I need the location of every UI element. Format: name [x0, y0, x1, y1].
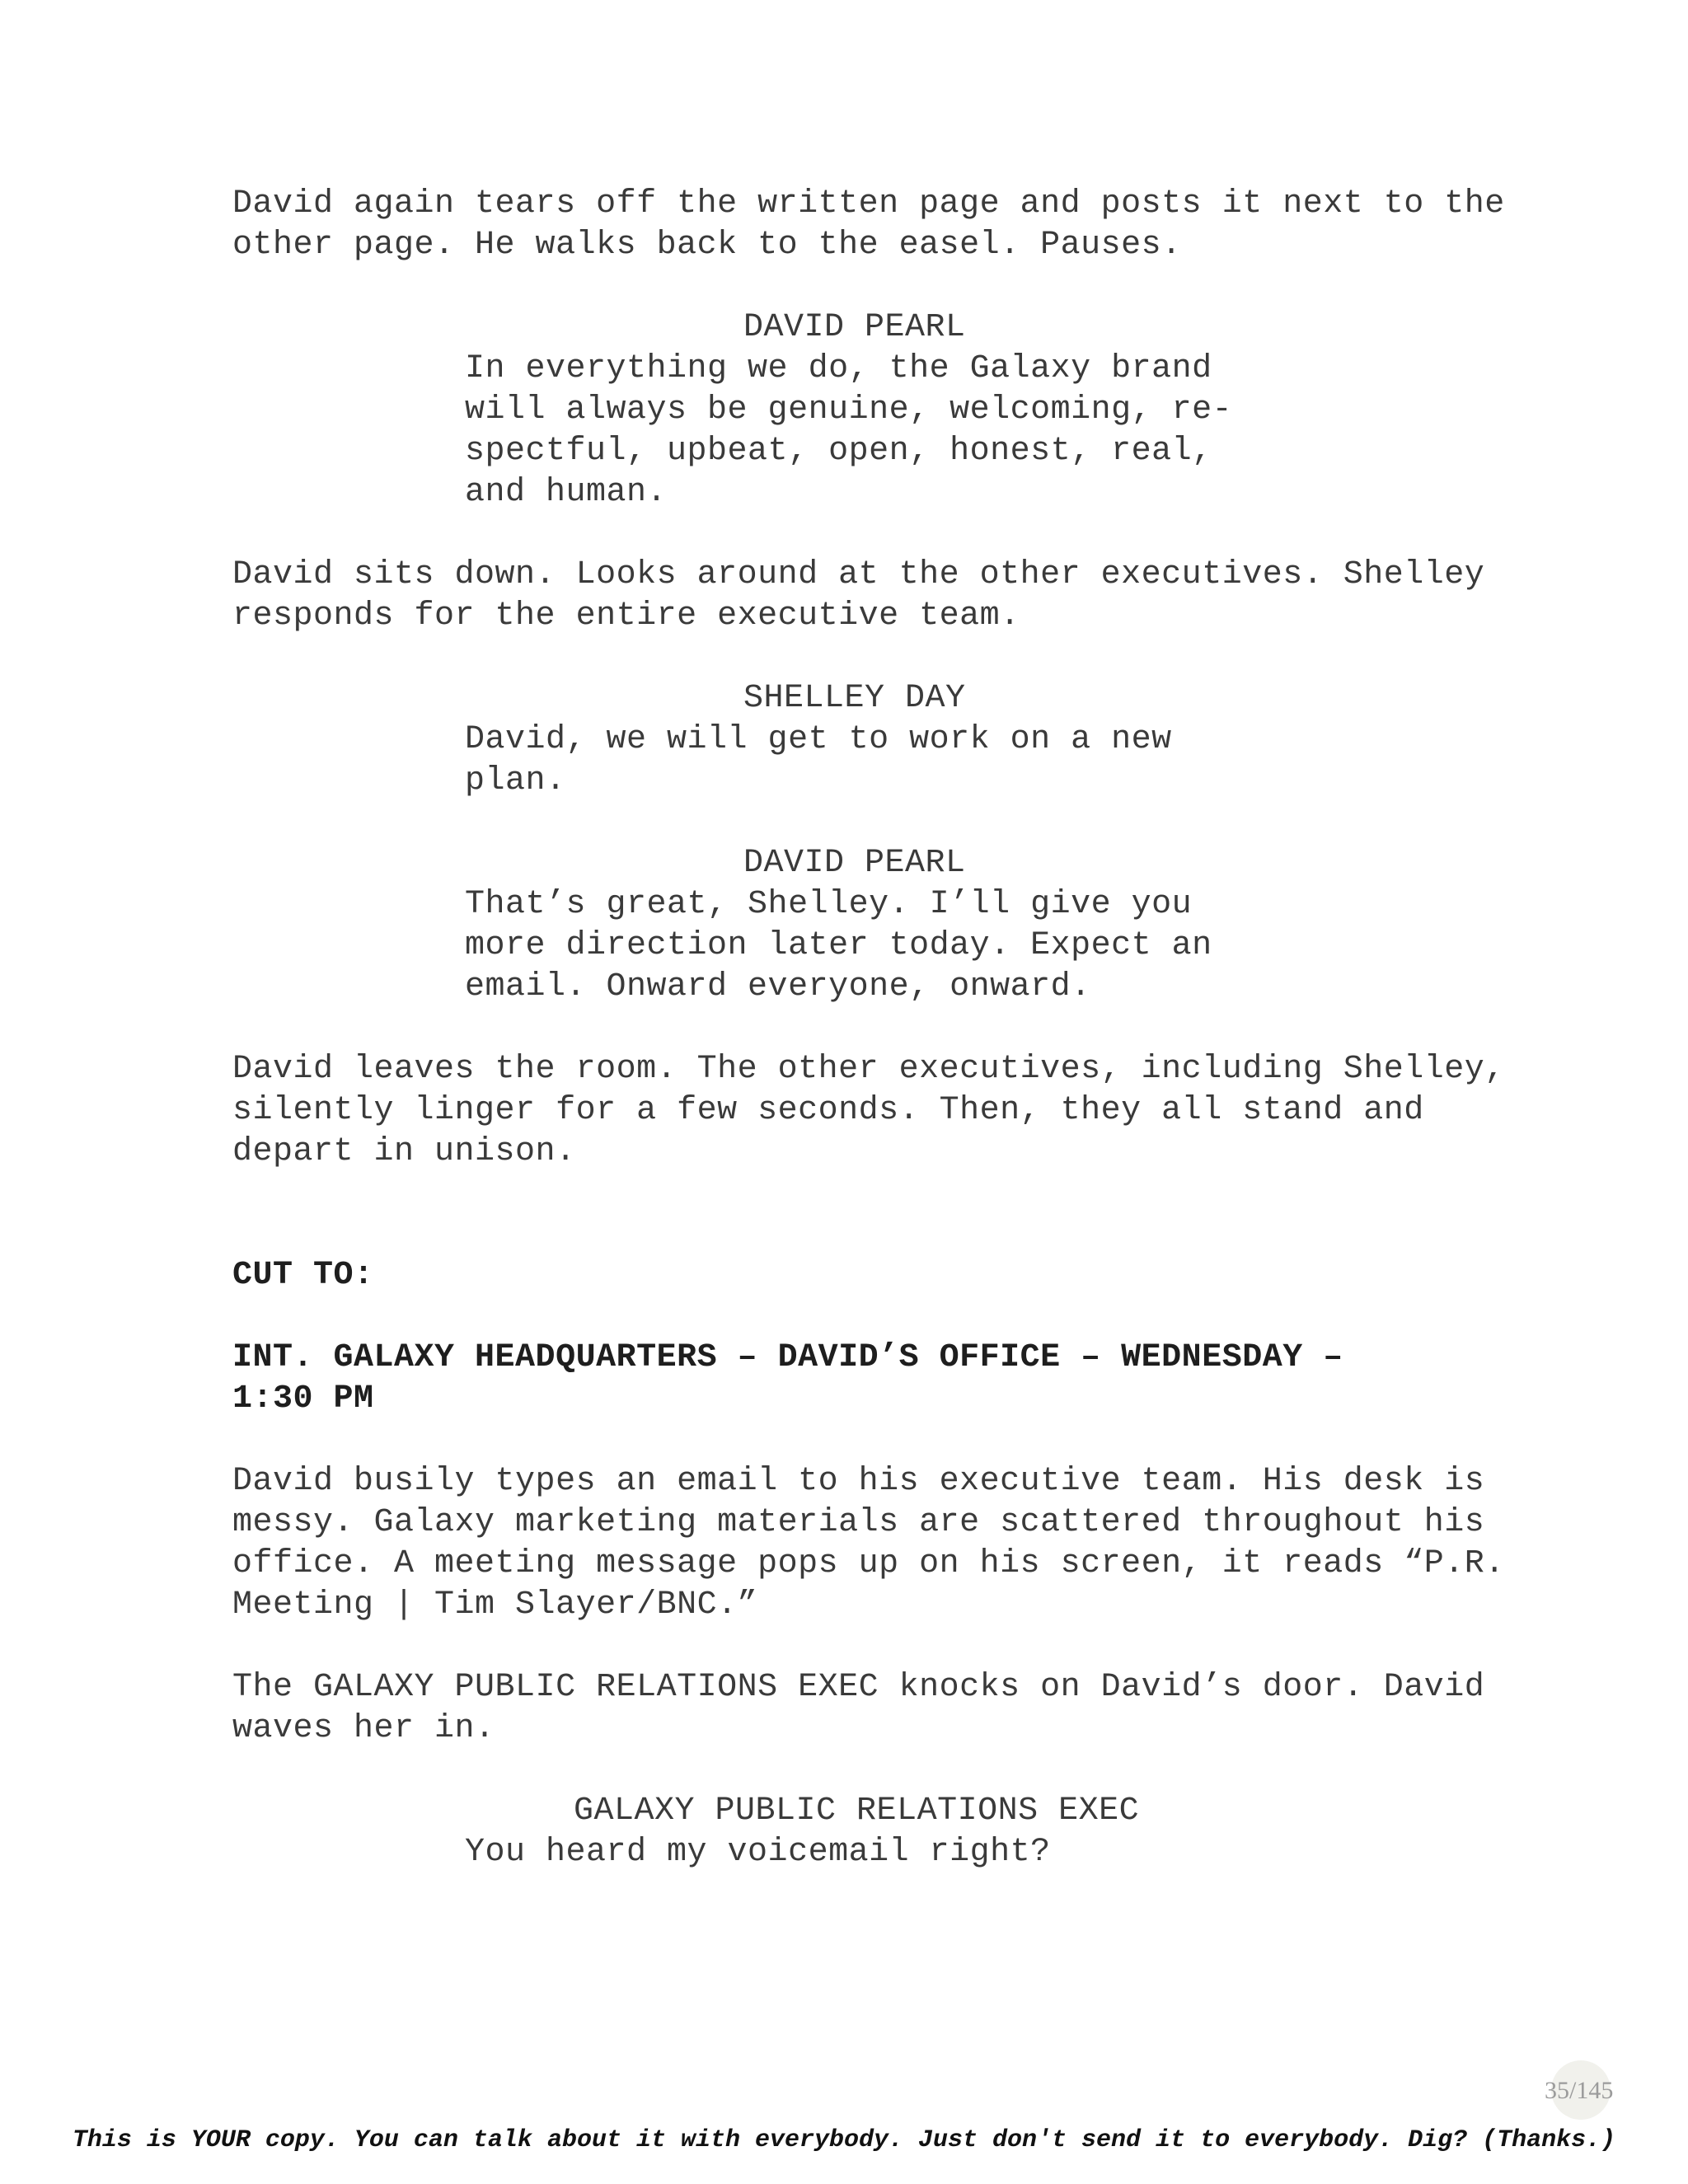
action-line: office. A meeting message pops up on his screen, it reads “P.R.: [232, 1545, 1505, 1582]
dialogue-line: David, we will get to work on a new: [465, 721, 1172, 758]
character-name: SHELLEY DAY: [743, 680, 966, 717]
footer-notice: This is YOUR copy. You can talk about it with everybody. Just don't send it to everybody. Dig? (Thanks.): [72, 2126, 1616, 2154]
transition: CUT TO:: [232, 1257, 374, 1294]
action-line: messy. Galaxy marketing materials are scattered throughout his: [232, 1504, 1485, 1541]
action-line: The GALAXY PUBLIC RELATIONS EXEC knocks on David’s door. David: [232, 1669, 1485, 1706]
scene-heading: 1:30 PM: [232, 1380, 374, 1418]
character-name: GALAXY PUBLIC RELATIONS EXEC: [574, 1793, 1140, 1830]
dialogue-line: That’s great, Shelley. I’ll give you: [465, 886, 1193, 923]
action-line: David sits down. Looks around at the other executives. Shelley: [232, 556, 1485, 593]
dialogue-line: You heard my voicemail right?: [465, 1834, 1051, 1871]
character-name: DAVID PEARL: [743, 309, 966, 346]
action-line: silently linger for a few seconds. Then, they all stand and: [232, 1092, 1424, 1129]
action-line: other page. He walks back to the easel. Pauses.: [232, 227, 1182, 264]
character-name: DAVID PEARL: [743, 845, 966, 882]
dialogue-line: spectful, upbeat, open, honest, real,: [465, 433, 1212, 470]
dialogue-line: will always be genuine, welcoming, re-: [465, 391, 1233, 429]
dialogue-line: and human.: [465, 474, 668, 511]
action-line: responds for the entire executive team.: [232, 598, 1020, 635]
dialogue-line: plan.: [465, 762, 566, 799]
dialogue-line: email. Onward everyone, onward.: [465, 968, 1091, 1005]
dialogue-line: In everything we do, the Galaxy brand: [465, 350, 1212, 387]
action-line: depart in unison.: [232, 1133, 576, 1170]
action-line: David again tears off the written page and posts it next to the: [232, 185, 1505, 223]
dialogue-line: more direction later today. Expect an: [465, 927, 1212, 964]
scene-heading: INT. GALAXY HEADQUARTERS – DAVID’S OFFICE – WEDNESDAY –: [232, 1339, 1343, 1376]
page-number-area: [1535, 2060, 1625, 2118]
page-number: 35/145: [1545, 2077, 1614, 2104]
action-line: David leaves the room. The other executives, including Shelley,: [232, 1051, 1505, 1088]
action-line: David busily types an email to his executive team. His desk is: [232, 1463, 1485, 1500]
action-line: Meeting | Tim Slayer/BNC.”: [232, 1586, 758, 1624]
action-line: waves her in.: [232, 1710, 495, 1747]
